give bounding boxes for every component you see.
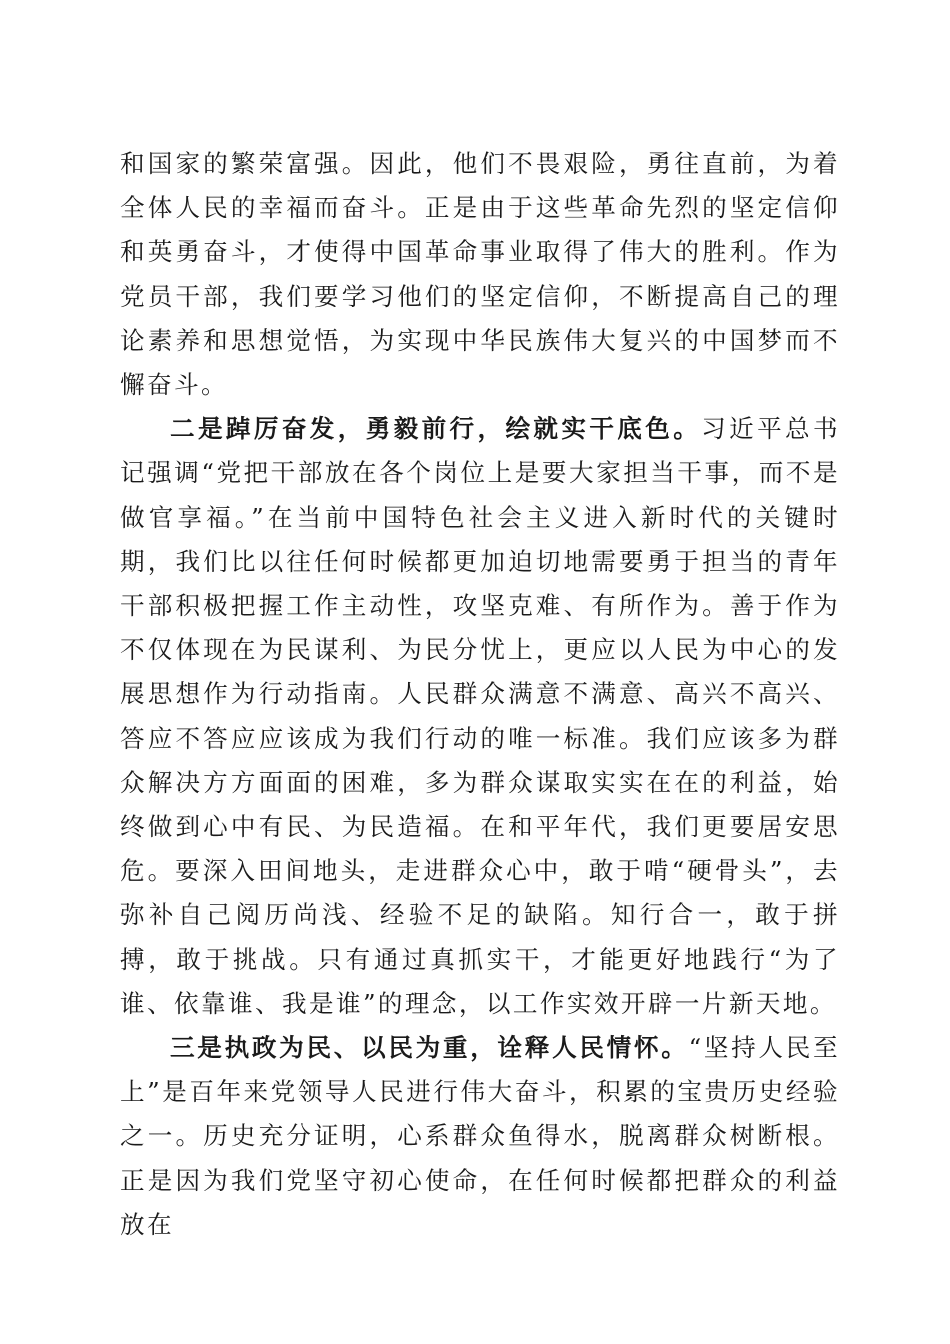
paragraph-point-two (120, 407, 840, 1026)
paragraph-text: 和国家的繁荣富强。因此，他们不畏艰险，勇往直前，为着全体人民的幸福而奋斗。正是由于这些革命先烈的坚定信仰和英勇奋斗，才使得中国革命事业取得了伟大的胜利。作为党员干部，我们要学习他们的坚定信仰，不断提高自己的理论素养和思想觉悟，为实现中华民族伟大复兴的中国梦而不懈奋斗。 (120, 149, 840, 400)
paragraph-point-three (120, 1026, 840, 1247)
document-body (120, 142, 840, 1247)
paragraph-lead-heading: 二是踔厉奋发，勇毅前行，绘就实干底色。 (170, 414, 702, 444)
paragraph-lead-heading: 三是执政为民、以民为重，诠释人民情怀。 (170, 1033, 689, 1063)
paragraph-continued (120, 142, 840, 407)
paragraph-text: “坚持人民至上”是百年来党领导人民进行伟大奋斗，积累的宝贵历史经验之一。历史充分证明，心系群众鱼得水，脱离群众树断根。正是因为我们党坚守初心使命，在任何时候都把群众的利益放在 (120, 1033, 840, 1239)
paragraph-text: 习近平总书记强调“党把干部放在各个岗位上是要大家担当干事，而不是做官享福。”在当前中国特色社会主义进入新时代的关键时期，我们比以往任何时候都更加迫切地需要勇于担当的青年干部积极把握工作主动性，攻坚克难、有所作为。善于作为不仅体现在为民谋利、为民分忧上，更应以人民为中心的发展思想作为行动指南。人民群众满意不满意、高兴不高兴、答应不答应应该成为我们行动的唯一标准。我们应该多为群众解决方方面面的困难，多为群众谋取实实在在的利益，始终做到心中有民、为民造福。在和平年代，我们更要居安思危。要深入田间地头，走进群众心中，敢于啃“硬骨头”，去弥补自己阅历尚浅、经验不足的缺陷。知行合一，敢于拼搏，敢于挑战。只有通过真抓实干，才能更好地践行“为了谁、依靠谁、我是谁”的理念，以工作实效开辟一片新天地。 (120, 414, 840, 1018)
